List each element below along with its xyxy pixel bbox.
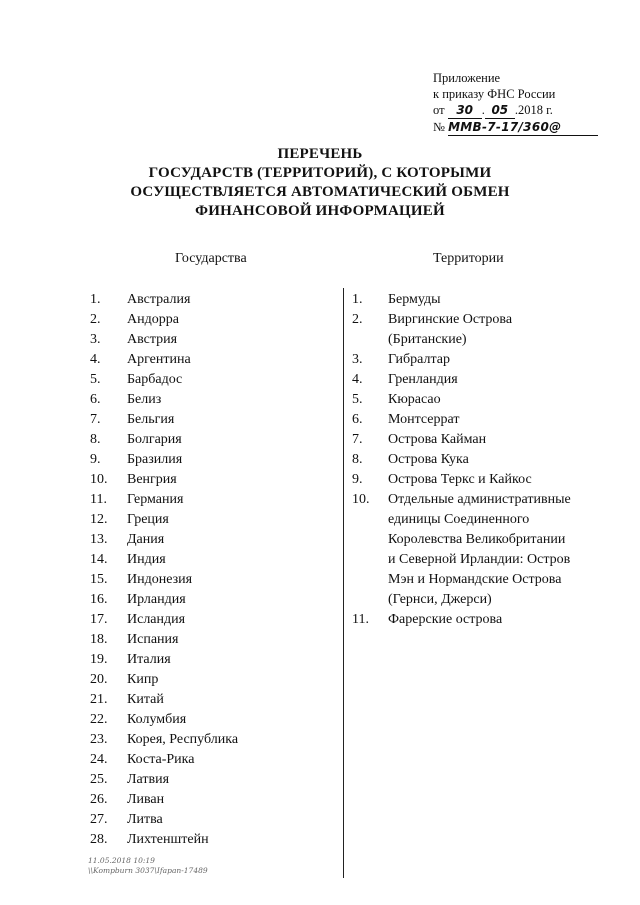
- list-item-number: 6.: [352, 412, 363, 427]
- list-item-name: Ливан: [127, 792, 165, 807]
- state-list-item: [90, 830, 340, 850]
- list-item-number: 22.: [90, 712, 108, 727]
- list-item-number: 19.: [90, 652, 108, 667]
- list-item-number: 11.: [90, 492, 107, 507]
- list-item-name: Индонезия: [127, 572, 193, 587]
- footer-timestamp: 11.05.2018 10:19: [88, 856, 155, 865]
- list-item-name: (Британские): [388, 332, 467, 347]
- list-item-number: 4.: [90, 352, 101, 367]
- list-item-name: Ирландия: [127, 592, 186, 607]
- list-item-name: (Гернси, Джерси): [388, 592, 492, 607]
- list-item-name: Индия: [127, 552, 166, 567]
- list-item-number: 28.: [90, 832, 108, 847]
- territory-list-item: [352, 310, 627, 330]
- title-line-2: ГОСУДАРСТВ (ТЕРРИТОРИЙ), С КОТОРЫМИ: [148, 165, 492, 181]
- territory-list-item: [352, 370, 627, 390]
- state-list-item: [90, 790, 340, 810]
- list-item-name: Монтсеррат: [388, 412, 460, 427]
- list-item-name: Литва: [127, 812, 163, 827]
- list-item-name: Острова Кука: [388, 452, 469, 467]
- list-item-name: Отдельные административные: [388, 492, 571, 507]
- territory-list-item: [352, 570, 627, 590]
- list-item-number: 23.: [90, 732, 108, 747]
- list-item-number: 20.: [90, 672, 108, 687]
- list-item-number: 7.: [90, 412, 101, 427]
- list-item-number: 10.: [352, 492, 370, 507]
- list-item-number: 1.: [90, 292, 101, 307]
- state-list-item: [90, 530, 340, 550]
- list-item-number: 8.: [352, 452, 363, 467]
- list-item-name: Латвия: [127, 772, 170, 787]
- list-item-name: Коста-Рика: [127, 752, 195, 767]
- territory-list-item: [352, 350, 627, 370]
- list-item-name: Испания: [127, 632, 179, 647]
- title-line-3: ОСУЩЕСТВЛЯЕТСЯ АВТОМАТИЧЕСКИЙ ОБМЕН: [130, 184, 510, 200]
- states-column-header: Государства: [175, 251, 247, 266]
- list-item-name: Бермуды: [388, 292, 441, 307]
- state-list-item: [90, 810, 340, 830]
- territories-list: [352, 290, 627, 630]
- territory-list-item: [352, 430, 627, 450]
- territory-list-item: [352, 550, 627, 570]
- list-item-name: Исландия: [127, 612, 186, 627]
- list-item-name: Венгрия: [127, 472, 177, 487]
- state-list-item: [90, 490, 340, 510]
- list-item-name: Колумбия: [127, 712, 187, 727]
- list-item-number: 26.: [90, 792, 108, 807]
- territory-list-item: [352, 470, 627, 490]
- territory-list-item: [352, 530, 627, 550]
- list-item-name: Австралия: [127, 292, 191, 307]
- list-item-number: 3.: [90, 332, 101, 347]
- list-item-number: 1.: [352, 292, 363, 307]
- document-title: [0, 145, 640, 221]
- list-item-name: Болгария: [127, 432, 182, 447]
- state-list-item: [90, 410, 340, 430]
- list-item-number: 2.: [90, 312, 101, 327]
- list-item-number: 8.: [90, 432, 101, 447]
- appendix-number: [433, 119, 598, 136]
- list-item-name: Лихтенштейн: [127, 832, 209, 847]
- list-item-number: [352, 570, 388, 590]
- list-item-number: 21.: [90, 692, 108, 707]
- list-item-name: Дания: [127, 532, 165, 547]
- list-item-number: 5.: [352, 392, 363, 407]
- list-item-name: Кюрасао: [388, 392, 441, 407]
- date-separator: .: [481, 103, 485, 117]
- list-item-number: 9.: [90, 452, 101, 467]
- date-prefix: от: [433, 103, 445, 117]
- state-list-item: [90, 630, 340, 650]
- list-item-number: 2.: [352, 312, 363, 327]
- list-item-number: 16.: [90, 592, 108, 607]
- list-item-number: [352, 550, 388, 570]
- territory-list-item: [352, 390, 627, 410]
- title-line-1: ПЕРЕЧЕНЬ: [277, 146, 363, 162]
- list-item-number: [352, 590, 388, 610]
- state-list-item: [90, 750, 340, 770]
- list-item-number: 12.: [90, 512, 108, 527]
- territory-list-item: [352, 490, 627, 510]
- date-month-handwritten: 05: [485, 102, 515, 119]
- state-list-item: [90, 730, 340, 750]
- list-item-name: Австрия: [127, 332, 178, 347]
- list-item-number: 7.: [352, 432, 363, 447]
- territory-list-item: [352, 450, 627, 470]
- list-item-name: Андорра: [127, 312, 179, 327]
- list-item-name: и Северной Ирландии: Остров: [388, 552, 571, 567]
- list-item-name: Виргинские Острова: [388, 312, 513, 327]
- list-item-name: Острова Теркс и Кайкос: [388, 472, 532, 487]
- list-item-number: 17.: [90, 612, 108, 627]
- list-item-number: 3.: [352, 352, 363, 367]
- territory-list-item: [352, 410, 627, 430]
- list-item-name: Кипр: [127, 672, 159, 687]
- state-list-item: [90, 570, 340, 590]
- list-item-name: Королевства Великобритании: [388, 532, 566, 547]
- list-item-name: Бельгия: [127, 412, 175, 427]
- list-item-name: Мэн и Нормандские Острова: [388, 572, 562, 587]
- footer-path: \\Kompburn 3037\Ifapan-17489: [88, 866, 208, 875]
- list-item-number: 24.: [90, 752, 108, 767]
- state-list-item: [90, 430, 340, 450]
- territory-list-item: [352, 290, 627, 310]
- list-item-number: 5.: [90, 372, 101, 387]
- appendix-order-ref: к приказу ФНС России: [433, 87, 556, 101]
- list-item-number: 27.: [90, 812, 108, 827]
- number-prefix: №: [433, 120, 445, 134]
- territory-list-item: [352, 510, 627, 530]
- date-year: .2018 г.: [514, 103, 553, 117]
- list-item-number: 15.: [90, 572, 108, 587]
- states-list: [90, 290, 340, 850]
- state-list-item: [90, 390, 340, 410]
- list-item-number: 11.: [352, 612, 369, 627]
- state-list-item: [90, 310, 340, 330]
- list-item-name: Корея, Республика: [127, 732, 239, 747]
- state-list-item: [90, 690, 340, 710]
- list-item-name: Гибралтар: [388, 352, 451, 367]
- list-item-number: 4.: [352, 372, 363, 387]
- list-item-number: 10.: [90, 472, 108, 487]
- list-item-number: 13.: [90, 532, 108, 547]
- order-number-handwritten: ММВ-7-17/360@: [448, 119, 598, 136]
- column-divider: [343, 288, 344, 878]
- list-item-number: 25.: [90, 772, 108, 787]
- list-item-name: Греция: [127, 512, 169, 527]
- date-day-handwritten: 30: [448, 102, 482, 119]
- appendix-block: [433, 70, 598, 136]
- state-list-item: [90, 650, 340, 670]
- state-list-item: [90, 330, 340, 350]
- state-list-item: [90, 290, 340, 310]
- list-item-name: Аргентина: [127, 352, 191, 367]
- list-item-name: единицы Соединенного: [388, 512, 530, 527]
- list-item-number: [352, 330, 388, 350]
- appendix-date: [433, 102, 598, 119]
- state-list-item: [90, 450, 340, 470]
- list-item-number: [352, 510, 388, 530]
- list-item-name: Фарерские острова: [388, 612, 503, 627]
- state-list-item: [90, 590, 340, 610]
- title-line-4: ФИНАНСОВОЙ ИНФОРМАЦИЕЙ: [195, 203, 445, 219]
- appendix-label: Приложение: [433, 71, 501, 85]
- list-item-name: Барбадос: [127, 372, 183, 387]
- state-list-item: [90, 610, 340, 630]
- list-item-number: 14.: [90, 552, 108, 567]
- territory-list-item: [352, 590, 627, 610]
- state-list-item: [90, 370, 340, 390]
- list-item-name: Гренландия: [388, 372, 458, 387]
- state-list-item: [90, 470, 340, 490]
- state-list-item: [90, 770, 340, 790]
- list-item-name: Китай: [127, 692, 164, 707]
- list-item-name: Острова Кайман: [388, 432, 487, 447]
- state-list-item: [90, 710, 340, 730]
- territory-list-item: [352, 330, 627, 350]
- list-item-name: Бразилия: [127, 452, 183, 467]
- list-item-number: 6.: [90, 392, 101, 407]
- state-list-item: [90, 550, 340, 570]
- state-list-item: [90, 670, 340, 690]
- list-item-name: Германия: [127, 492, 184, 507]
- list-item-name: Италия: [127, 652, 171, 667]
- footer-stamp: [88, 856, 208, 876]
- list-item-number: 18.: [90, 632, 108, 647]
- list-item-number: [352, 530, 388, 550]
- list-item-number: 9.: [352, 472, 363, 487]
- territory-list-item: [352, 610, 627, 630]
- list-item-name: Белиз: [127, 392, 162, 407]
- state-list-item: [90, 510, 340, 530]
- state-list-item: [90, 350, 340, 370]
- territories-column-header: Территории: [433, 251, 504, 266]
